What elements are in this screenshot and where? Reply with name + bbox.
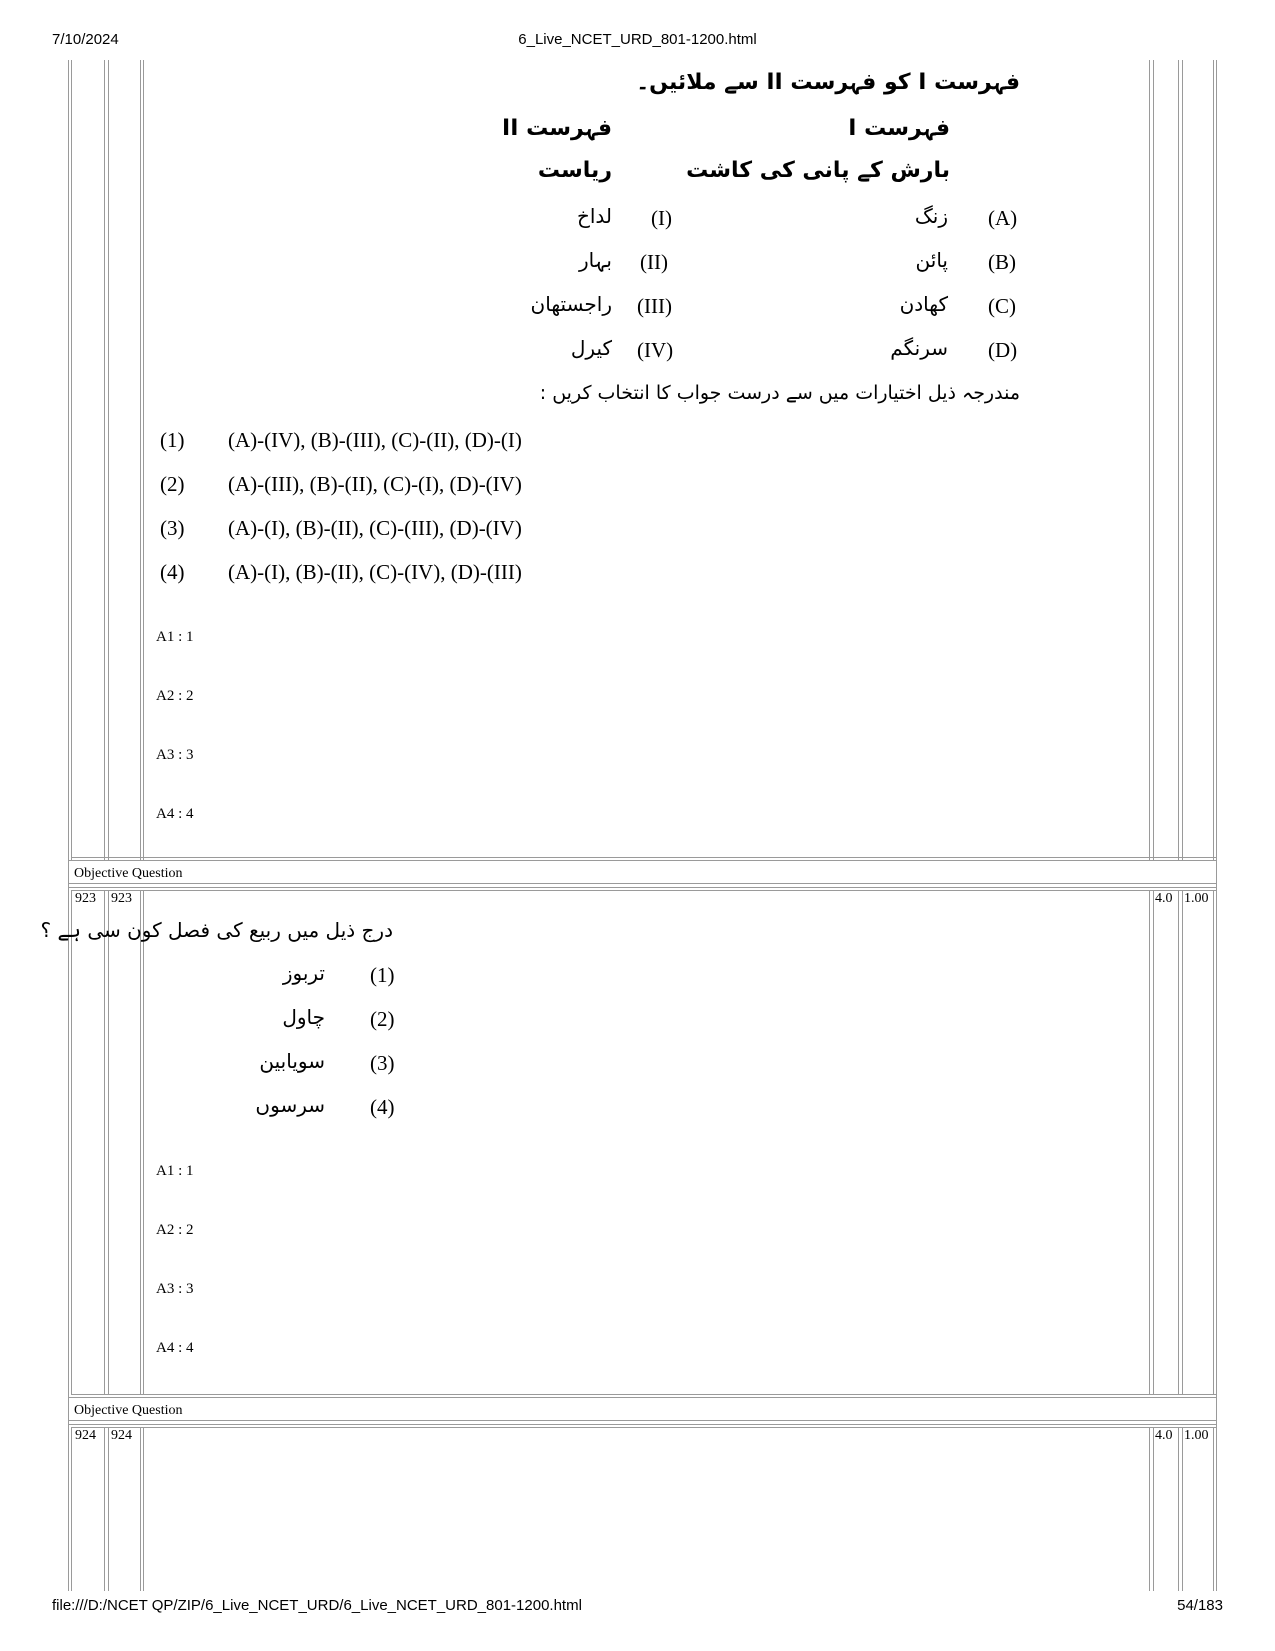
choose-prompt: مندرجہ ذیل اختیارات میں سے درست جواب کا انتخاب کریں : bbox=[539, 382, 1020, 404]
list1-label: (B) bbox=[988, 250, 1016, 274]
question-type-label: Objective Question bbox=[74, 1403, 183, 1418]
option-number: (4) bbox=[370, 1095, 395, 1119]
list1-label: (D) bbox=[988, 338, 1018, 362]
option-text: (A)-(I), (B)-(II), (C)-(IV), (D)-(III) bbox=[228, 560, 522, 584]
question-id: 923 bbox=[111, 891, 132, 906]
list1-label: (C) bbox=[988, 294, 1016, 318]
print-file-title: 6_Live_NCET_URD_801-1200.html bbox=[518, 31, 757, 48]
list1-label: (A) bbox=[988, 206, 1018, 230]
list2-label: (III) bbox=[637, 294, 672, 318]
list1-item: پائن bbox=[915, 248, 948, 272]
answer-key: A1 : 1 bbox=[156, 629, 194, 645]
option-number: (1) bbox=[370, 963, 395, 987]
list2-item: کیرل bbox=[570, 336, 612, 360]
list1-heading: فہرست I bbox=[848, 116, 950, 141]
list2-heading: فہرست II bbox=[502, 116, 612, 141]
answer-key: A4 : 4 bbox=[156, 806, 194, 822]
question-id: 924 bbox=[111, 1428, 132, 1443]
option-text: سرسوں bbox=[255, 1093, 325, 1117]
print-page-count: 54/183 bbox=[1177, 1597, 1223, 1614]
option-text: (A)-(III), (B)-(II), (C)-(I), (D)-(IV) bbox=[228, 472, 522, 496]
list2-item: بہار bbox=[578, 248, 612, 272]
option-text: تربوز bbox=[282, 961, 325, 985]
option-number: (4) bbox=[160, 560, 185, 584]
question-serial: 924 bbox=[75, 1428, 96, 1443]
list2-subheading: ریاست bbox=[537, 158, 612, 183]
option-number: (2) bbox=[160, 472, 185, 496]
option-number: (3) bbox=[370, 1051, 395, 1075]
question-text: درج ذیل میں ربیع کی فصل کون سی ہے ؟ bbox=[40, 918, 393, 942]
option-text: سویابین bbox=[259, 1049, 325, 1073]
option-text: (A)-(I), (B)-(II), (C)-(III), (D)-(IV) bbox=[228, 516, 522, 540]
match-instruction: فہرست I کو فہرست II سے ملائیں۔ bbox=[636, 70, 1020, 95]
answer-key: A2 : 2 bbox=[156, 1222, 194, 1238]
list2-label: (II) bbox=[640, 250, 668, 274]
option-text: چاول bbox=[282, 1005, 325, 1029]
answer-key: A2 : 2 bbox=[156, 688, 194, 704]
list2-label: (IV) bbox=[637, 338, 674, 362]
list2-item: راجستھان bbox=[530, 292, 612, 316]
question-serial: 923 bbox=[75, 891, 96, 906]
option-text: (A)-(IV), (B)-(III), (C)-(II), (D)-(I) bbox=[228, 428, 522, 452]
list1-item: سرنگم bbox=[890, 336, 948, 360]
question-marks: 4.0 bbox=[1155, 891, 1173, 906]
list1-item: زنگ bbox=[914, 204, 948, 228]
question-marks: 4.0 bbox=[1155, 1428, 1173, 1443]
list2-label: (I) bbox=[651, 206, 672, 230]
option-number: (1) bbox=[160, 428, 185, 452]
print-footer-path: file:///D:/NCET QP/ZIP/6_Live_NCET_URD/6_Live_NCET_URD_801-1200.html bbox=[52, 1597, 582, 1614]
print-date: 7/10/2024 bbox=[52, 31, 119, 48]
answer-key: A3 : 3 bbox=[156, 747, 194, 763]
list2-item: لداخ bbox=[576, 204, 612, 228]
answer-key: A1 : 1 bbox=[156, 1163, 194, 1179]
list1-subheading: بارش کے پانی کی کاشت bbox=[686, 158, 950, 183]
answer-key: A4 : 4 bbox=[156, 1340, 194, 1356]
option-number: (2) bbox=[370, 1007, 395, 1031]
option-number: (3) bbox=[160, 516, 185, 540]
list1-item: کھادن bbox=[899, 292, 948, 316]
question-negative-marks: 1.00 bbox=[1184, 891, 1209, 906]
answer-key: A3 : 3 bbox=[156, 1281, 194, 1297]
question-type-label: Objective Question bbox=[74, 866, 183, 881]
question-negative-marks: 1.00 bbox=[1184, 1428, 1209, 1443]
